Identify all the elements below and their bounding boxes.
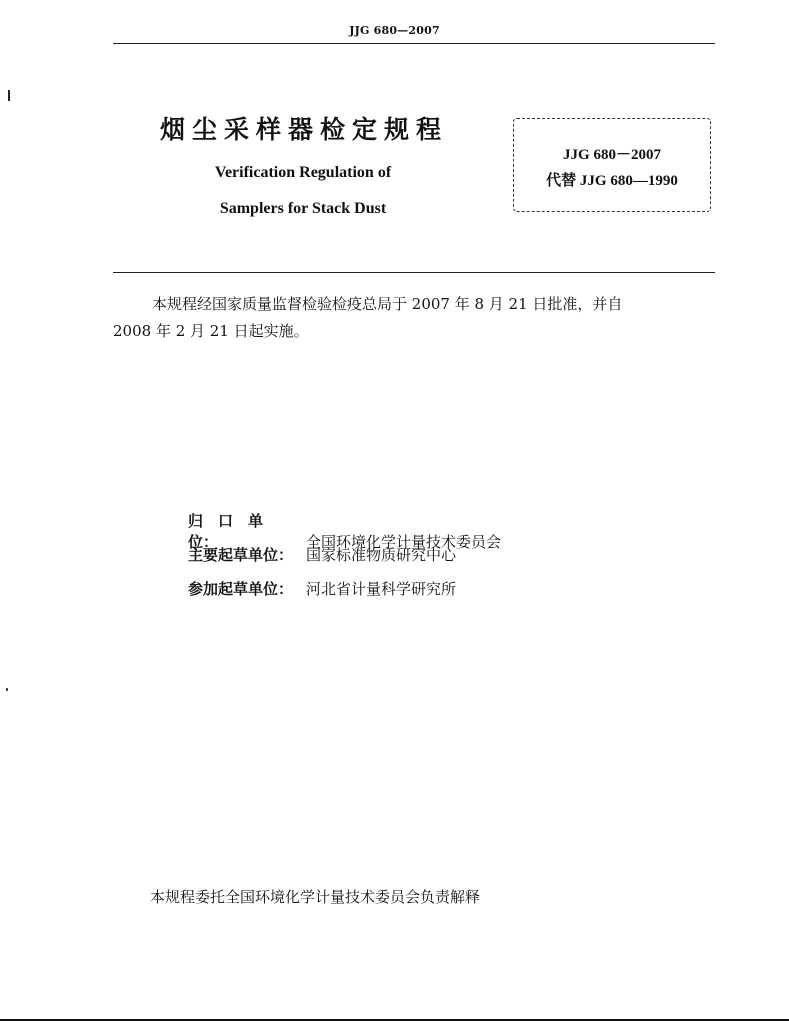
- title-english-line-1: Verification Regulation of: [214, 164, 392, 181]
- organization-value: 河北省计量科学研究所: [306, 580, 457, 598]
- approval-text-line-1: 本规程经国家质量监督检验检疫总局于 2007 年 8 月 21 日批准，并自: [152, 295, 623, 313]
- header-rule: [113, 43, 715, 44]
- replaced-standard: 代替 JJG 680—1990: [546, 173, 678, 189]
- organization-row-main-drafter: [188, 544, 456, 565]
- title-chinese: 烟尘采样器检定规程: [160, 115, 449, 144]
- organization-value: 全国环境化学计量技术委员会: [306, 533, 502, 551]
- organization-row-participating-drafter: [188, 578, 456, 599]
- running-header-code: JJG 680—2007: [349, 24, 440, 37]
- organization-value: 国家标准物质研究中心: [306, 546, 457, 564]
- standard-code: JJG 680－2007: [563, 147, 661, 163]
- page-bottom-edge: [0, 1019, 789, 1021]
- margin-mark: [6, 688, 8, 691]
- organization-label: 主要起草单位：: [188, 546, 294, 564]
- approval-text-line-2: 2008 年 2 月 21 日起实施。: [113, 322, 309, 340]
- margin-mark: [8, 90, 10, 101]
- organization-label: 参加起草单位：: [188, 580, 294, 598]
- title-english-line-2: Samplers for Stack Dust: [219, 200, 387, 217]
- interpretation-note: 本规程委托全国环境化学计量技术委员会负责解释: [150, 888, 481, 906]
- organization-label: 归 口 单 位：: [188, 512, 279, 551]
- title-separator-rule: [113, 272, 715, 273]
- standard-code-box: [513, 118, 711, 212]
